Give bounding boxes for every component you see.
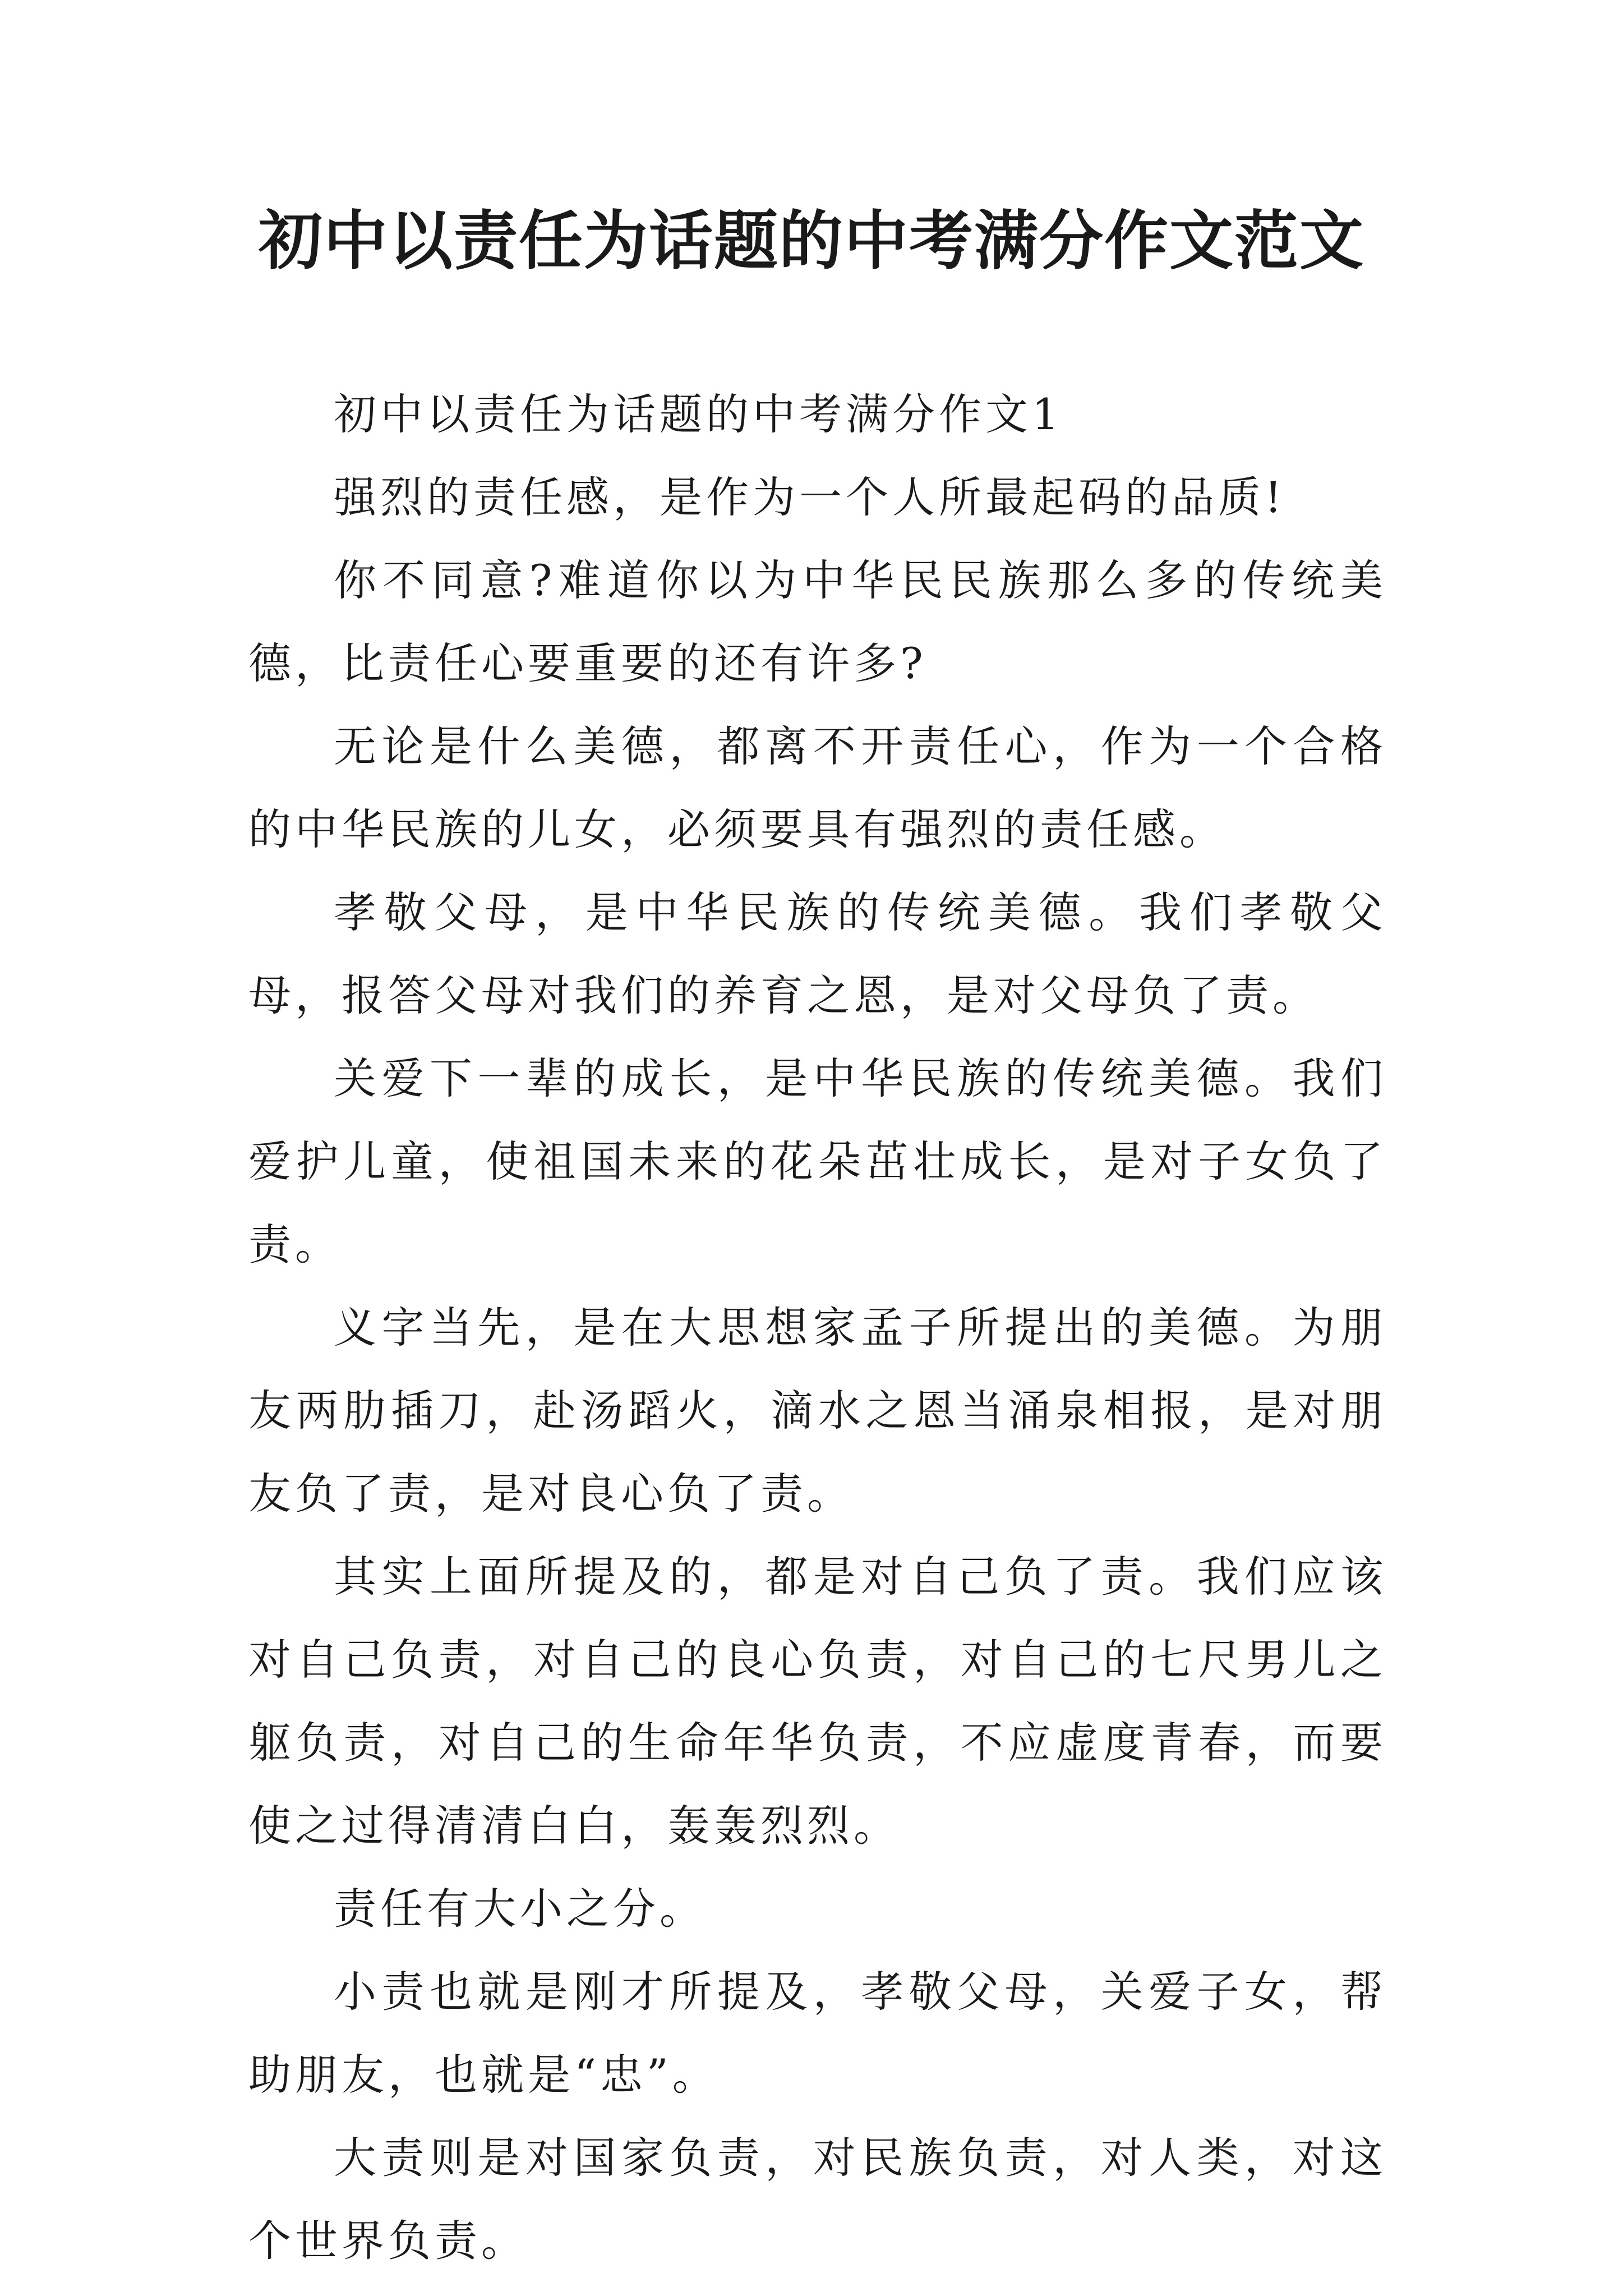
paragraph-subtitle: 初中以责任为话题的中考满分作文1 (334, 389, 1063, 439)
paragraph: 你不同意?难道你以为中华民民族那么多的传统美德，比责任心要重要的还有许多? (248, 555, 1387, 688)
paragraph: 其实上面所提及的，都是对自己负了责。我们应该对自己负责，对自己的良心负责，对自己的七尺男儿之躯负责，对自己的生命年华负责，不应虚度青春，而要使之过得清清白白，轰轰烈烈。 (248, 1552, 1387, 1851)
paragraph: 义字当先，是在大思想家孟子所提出的美德。为朋友两肋插刀，赴汤蹈火，滴水之恩当涌泉相报，是对朋友负了责，是对良心负了责。 (248, 1303, 1387, 1519)
paragraph: 关爱下一辈的成长，是中华民族的传统美德。我们爱护儿童，使祖国未来的花朵茁壮成长，是对子女负了责。 (248, 1053, 1387, 1269)
paragraph: 无论是什么美德，都离不开责任心，作为一个合格的中华民族的儿女，必须要具有强烈的责任感。 (248, 721, 1387, 854)
document-body (248, 373, 1387, 2283)
document-title: 初中以责任为话题的中考满分作文范文 (258, 204, 1364, 278)
paragraph: 责任有大小之分。 (334, 1884, 706, 1934)
paragraph: 大责则是对国家负责，对民族负责，对人类，对这个世界负责。 (248, 2133, 1387, 2266)
paragraph: 孝敬父母，是中华民族的传统美德。我们孝敬父母，报答父母对我们的养育之恩，是对父母负了责。 (248, 887, 1387, 1020)
paragraph: 小责也就是刚才所提及，孝敬父母，关爱子女，帮助朋友，也就是“忠”。 (248, 1967, 1387, 2100)
paragraph: 强烈的责任感，是作为一个人所最起码的品质! (334, 472, 1286, 522)
